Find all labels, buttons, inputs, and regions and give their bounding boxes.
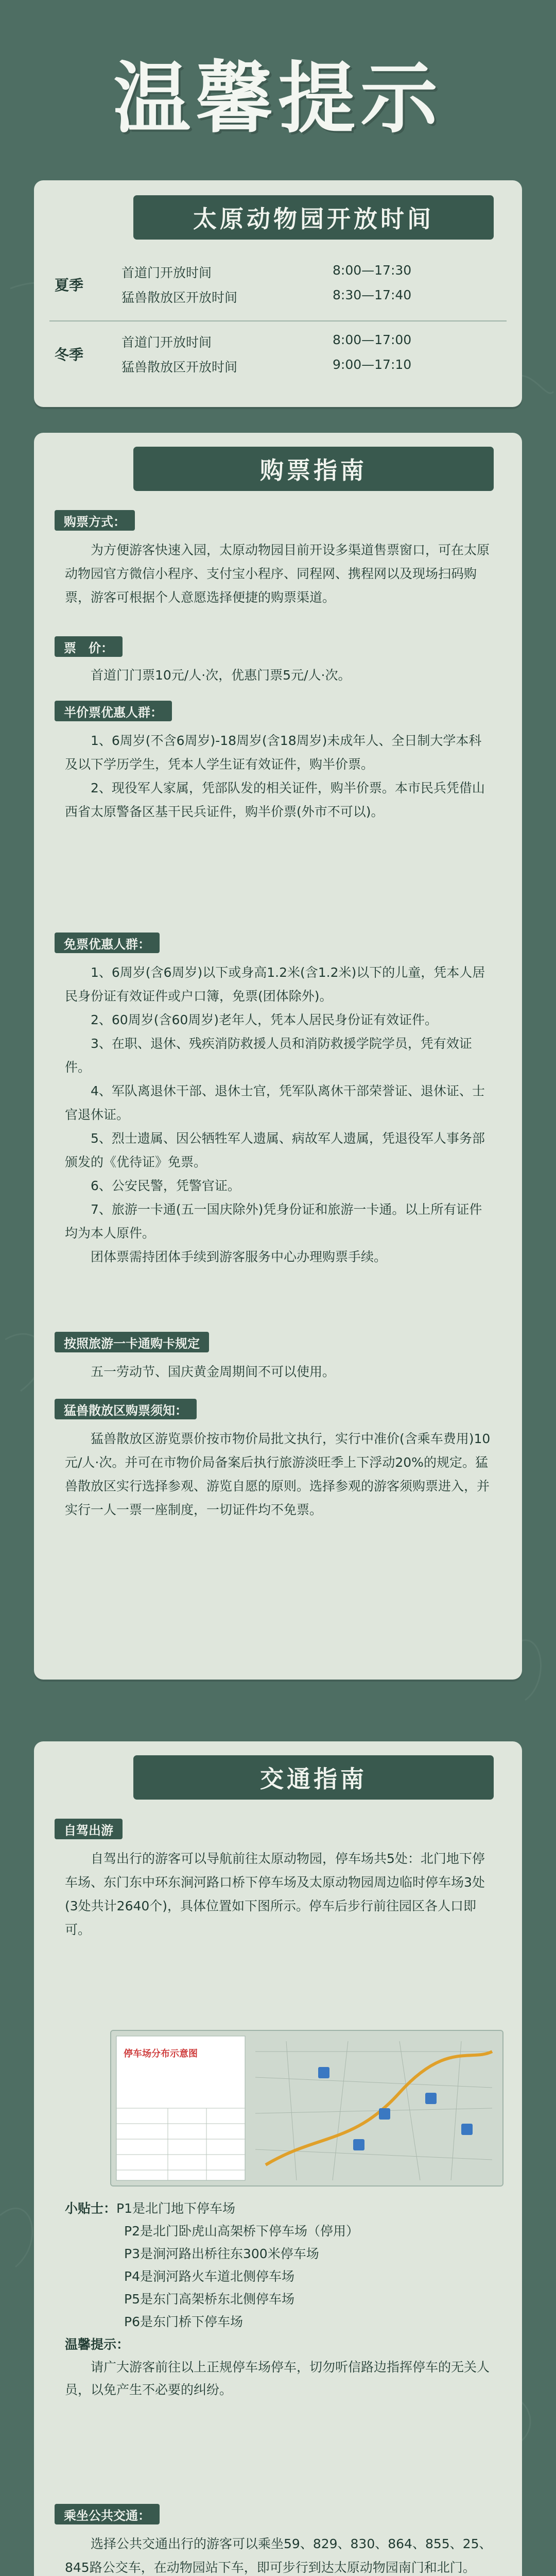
ticket-guide-card	[34, 433, 522, 1680]
self-drive-paragraph: 自驾出行的游客可以导航前往太原动物园，停车场共5处：北门地下停车场、东门东中环东涧河路口桥下停车场及太原动物园周边临时停车场3处(3处共计2640个)，具体位置如下图所示。停车后步行前往园区各人口即可。	[65, 1851, 485, 1937]
free-ticket-item: 6、公安民警，凭警官证。	[91, 1178, 240, 1193]
parking-tip: P5是东门高架桥东北侧停车场	[124, 2292, 294, 2307]
parking-tip: P2是北门卧虎山高架桥下停车场（停用）	[124, 2224, 359, 2239]
tips-label-text: 小贴士：	[65, 2201, 117, 2216]
winter-label: 冬季	[55, 346, 84, 363]
price-paragraph: 首道门门票10元/人·次，优惠门票5元/人·次。	[91, 668, 351, 683]
free-ticket-label: 免票优惠人群：	[55, 933, 160, 953]
winter-gate-area: 首道门开放时间	[121, 335, 212, 350]
opening-hours-card	[34, 180, 522, 407]
parking-tip: P4是涧河路火车道北侧停车场	[124, 2269, 294, 2284]
public-transit-label: 乘坐公共交通：	[55, 2504, 160, 2524]
group-ticket-note: 团体票需持团体手续到游客服务中心办理购票手续。	[91, 1249, 387, 1264]
parking-tip: P1是北门地下停车场	[116, 2201, 235, 2216]
half-price-item: 1、6周岁(不含6周岁)-18周岁(含18周岁)未成年人、全日制大学本科及以下学历学生，凭本人学生证有效证件，购半价票。	[65, 733, 482, 772]
ticket-guide-heading: 购票指南	[132, 445, 495, 493]
summer-beast-time: 8:30—17:40	[333, 287, 412, 302]
free-ticket-item: 3、在职、退休、残疾消防救援人员和消防救援学院学员，凭有效证件。	[65, 1036, 472, 1075]
bus-paragraph: 选择公共交通出行的游客可以乘坐59、829、830、864、855、25、845路公交车，在动物园站下车，即可步行到达太原动物园南门和北门。	[65, 2536, 492, 2575]
free-ticket-item: 1、6周岁(含6周岁)以下或身高1.2米(含1.2米)以下的儿童，凭本人居民身份证有效证件或户口簿，免票(团体除外)。	[65, 965, 485, 1004]
summer-gate-time: 8:00—17:30	[333, 263, 412, 278]
half-price-item: 2、现役军人家属，凭部队发的相关证件，购半价票。本市民兵凭借山西省太原警备区基干民兵证件，购半价票(外市不可以)。	[65, 781, 485, 819]
self-drive-label: 自驾出游	[55, 1819, 123, 1839]
free-ticket-item: 2、60周岁(含60周岁)老年人，凭本人居民身份证有效证件。	[91, 1012, 438, 1027]
self-drive-text	[65, 1847, 492, 1942]
winter-gate-time: 8:00—17:00	[333, 332, 412, 347]
travel-card-paragraph: 五一劳动节、国庆黄金周期间不可以使用。	[91, 1364, 336, 1379]
summer-hours	[34, 258, 522, 314]
winter-beast-area: 猛兽散放区开放时间	[121, 360, 238, 375]
free-ticket-list	[65, 961, 492, 1269]
beast-area-text	[65, 1427, 492, 1522]
summer-beast-hours	[121, 287, 492, 308]
price-label: 票 价：	[55, 636, 123, 657]
purchase-method-label: 购票方式：	[55, 510, 135, 531]
travel-card-text	[65, 1360, 492, 1384]
opening-hours-heading: 太原动物园开放时间	[132, 194, 495, 241]
beast-area-label: 猛兽散放区购票须知：	[55, 1399, 197, 1419]
price-text	[65, 664, 492, 687]
reminder-text: 请广大游客前往以上正规停车场停车，切勿听信路边指挥停车的无关人员，以免产生不必要的纠纷。	[65, 2360, 490, 2397]
winter-beast-time: 9:00—17:10	[333, 357, 412, 372]
purchase-method-paragraph: 为方便游客快速入园，太原动物园目前开设多渠道售票窗口，可在太原动物园官方微信小程序、支付宝小程序、同程网、携程网以及现场扫码购票，游客可根据个人意愿选择便捷的购票渠道。	[65, 543, 490, 605]
winter-beast-hours	[121, 357, 492, 378]
travel-card-label: 按照旅游一卡通购卡规定	[55, 1332, 209, 1352]
reminder-label: 温馨提示：	[65, 2337, 130, 2352]
page-title: 温馨提示	[113, 53, 443, 144]
traffic-guide-heading: 交通指南	[132, 1754, 495, 1801]
winter-gate-hours	[121, 332, 492, 353]
parking-tip: P6是东门桥下停车场	[124, 2314, 243, 2329]
half-price-label: 半价票优惠人群：	[55, 701, 172, 721]
free-ticket-item: 7、旅游一卡通(五一国庆除外)凭身份证和旅游一卡通。以上所有证件均为本人原件。	[65, 1202, 482, 1241]
parking-map-image	[110, 2030, 503, 2187]
half-price-list	[65, 729, 492, 824]
summer-gate-hours	[121, 263, 492, 283]
parking-tips	[65, 2197, 492, 2401]
public-transit-text	[65, 2532, 492, 2576]
traffic-guide-card	[34, 1741, 522, 2576]
tips-label	[65, 2197, 492, 2220]
free-ticket-item: 5、烈士遗属、因公牺牲军人遗属、病故军人遗属，凭退役军人事务部颁发的《优待证》免票。	[65, 1131, 485, 1170]
winter-hours	[34, 327, 522, 384]
parking-map-caption: 停车场分布示意图	[124, 2048, 198, 2059]
hours-divider	[49, 320, 507, 321]
beast-area-paragraph: 猛兽散放区游览票价按市物价局批文执行，实行中准价(含乘车费用)10元/人·次。并可在市物价局备案后执行旅游淡旺季上下浮动20%的规定。猛兽散放区实行选择参观、游览自愿的原则。选择参观的游客须购票进入，并实行一人一票一座制度，一切证件均不免票。	[65, 1431, 491, 1517]
summer-beast-area: 猛兽散放区开放时间	[121, 290, 238, 305]
parking-tip: P3是涧河路出桥往东300米停车场	[124, 2246, 319, 2261]
summer-gate-area: 首道门开放时间	[121, 265, 212, 280]
free-ticket-item: 4、军队离退休干部、退休士官，凭军队离休干部荣誉证、退休证、士官退休证。	[65, 1083, 485, 1122]
purchase-method-text	[65, 538, 492, 609]
summer-label: 夏季	[55, 277, 84, 294]
